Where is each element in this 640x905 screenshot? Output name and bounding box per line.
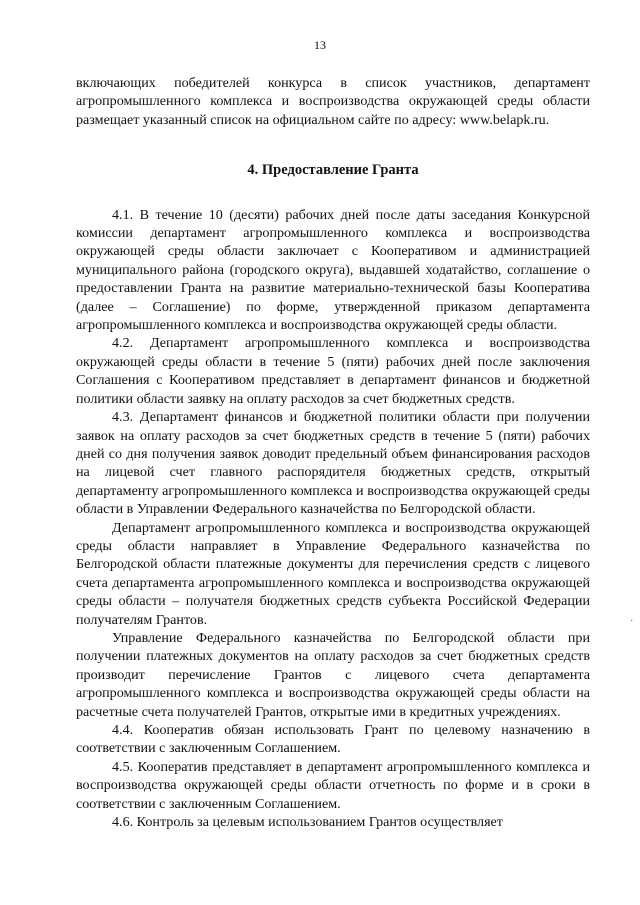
paragraph-continuation: включающих победителей конкурса в список участников, департамент агропромышленного комплекса и воспроизводства окружающей среды области размещает указанный список на официальном сайте по адресу: www.belapk.ru. <box>76 75 590 128</box>
paragraph-4-2: 4.2. Департамент агропромышленного комплекса и воспроизводства окружающей среды области в течение 5 (пяти) рабочих дней после заключения Соглашения с Кооперативом представляет в департамент финансов и бюджетной политики области заявку на оплату расходов за счет бюджетных средств. <box>76 335 590 407</box>
paragraph-4-6: 4.6. Контроль за целевым использованием Грантов осуществляет <box>112 814 503 831</box>
paragraph-4-1: 4.1. В течение 10 (десяти) рабочих дней после даты заседания Конкурсной комиссии департамент агропромышленного комплекса и воспроизводства окружающей среды области заключает с Кооперативом и администрацией муниципального района (городского округа), выдавшей ходатайство, соглашение о предоставлении Гранта на развитие материально-технической базы Кооператива (далее – Соглашение) по форме, утвержденной приказом департамента агропромышленного комплекса и воспроизводства окружающей среды области. <box>76 206 590 334</box>
paragraph-4-5: 4.5. Кооператив представляет в департамент агропромышленного комплекса и воспроизводства окружающей среды области отчетность по форме и в сроки в соответствии с заключенным Соглашением. <box>76 758 590 812</box>
section-title: 4. Предоставление Гранта <box>247 162 419 179</box>
margin-mark: · <box>630 616 634 627</box>
paragraph-4-3: 4.3. Департамент финансов и бюджетной политики области при получении заявок на оплату расходов за счет бюджетных средств в течение 5 (пяти) рабочих дней со дня получения заявок доводит предельный объем финансирования расходов на лицевой счет главного распорядителя бюджетных средств, открытый департаменту агропромышленного комплекса и воспроизводства окружающей среды области в Управлении Федерального казначейства по Белгородской области. <box>76 409 590 518</box>
document-body <box>76 74 590 831</box>
paragraph-4-4: 4.4. Кооператив обязан использовать Грант по целевому назначению в соответствии с заключенным Соглашением. <box>76 722 590 757</box>
page-number: 13 <box>314 38 326 52</box>
paragraph-treasury-transfers: Управление Федерального казначейства по Белгородской области при получении платежных документов на оплату расходов за счет бюджетных средств производит перечисление Грантов с лицевого счета департамента агропромышленного комплекса и воспроизводства окружающей среды области на расчетные счета получателей Грантов, открытые ими в кредитных учреждениях. <box>76 629 590 720</box>
paragraph-department-directs: Департамент агропромышленного комплекса и воспроизводства окружающей среды области направляет в Управление Федерального казначейства по Белгородской области платежные документы для перечисления средств с лицевого счета департамента агропромышленного комплекса и воспроизводства окружающей среды области – получателя бюджетных средств субъекта Российской Федерации получателям Грантов. <box>76 519 590 628</box>
